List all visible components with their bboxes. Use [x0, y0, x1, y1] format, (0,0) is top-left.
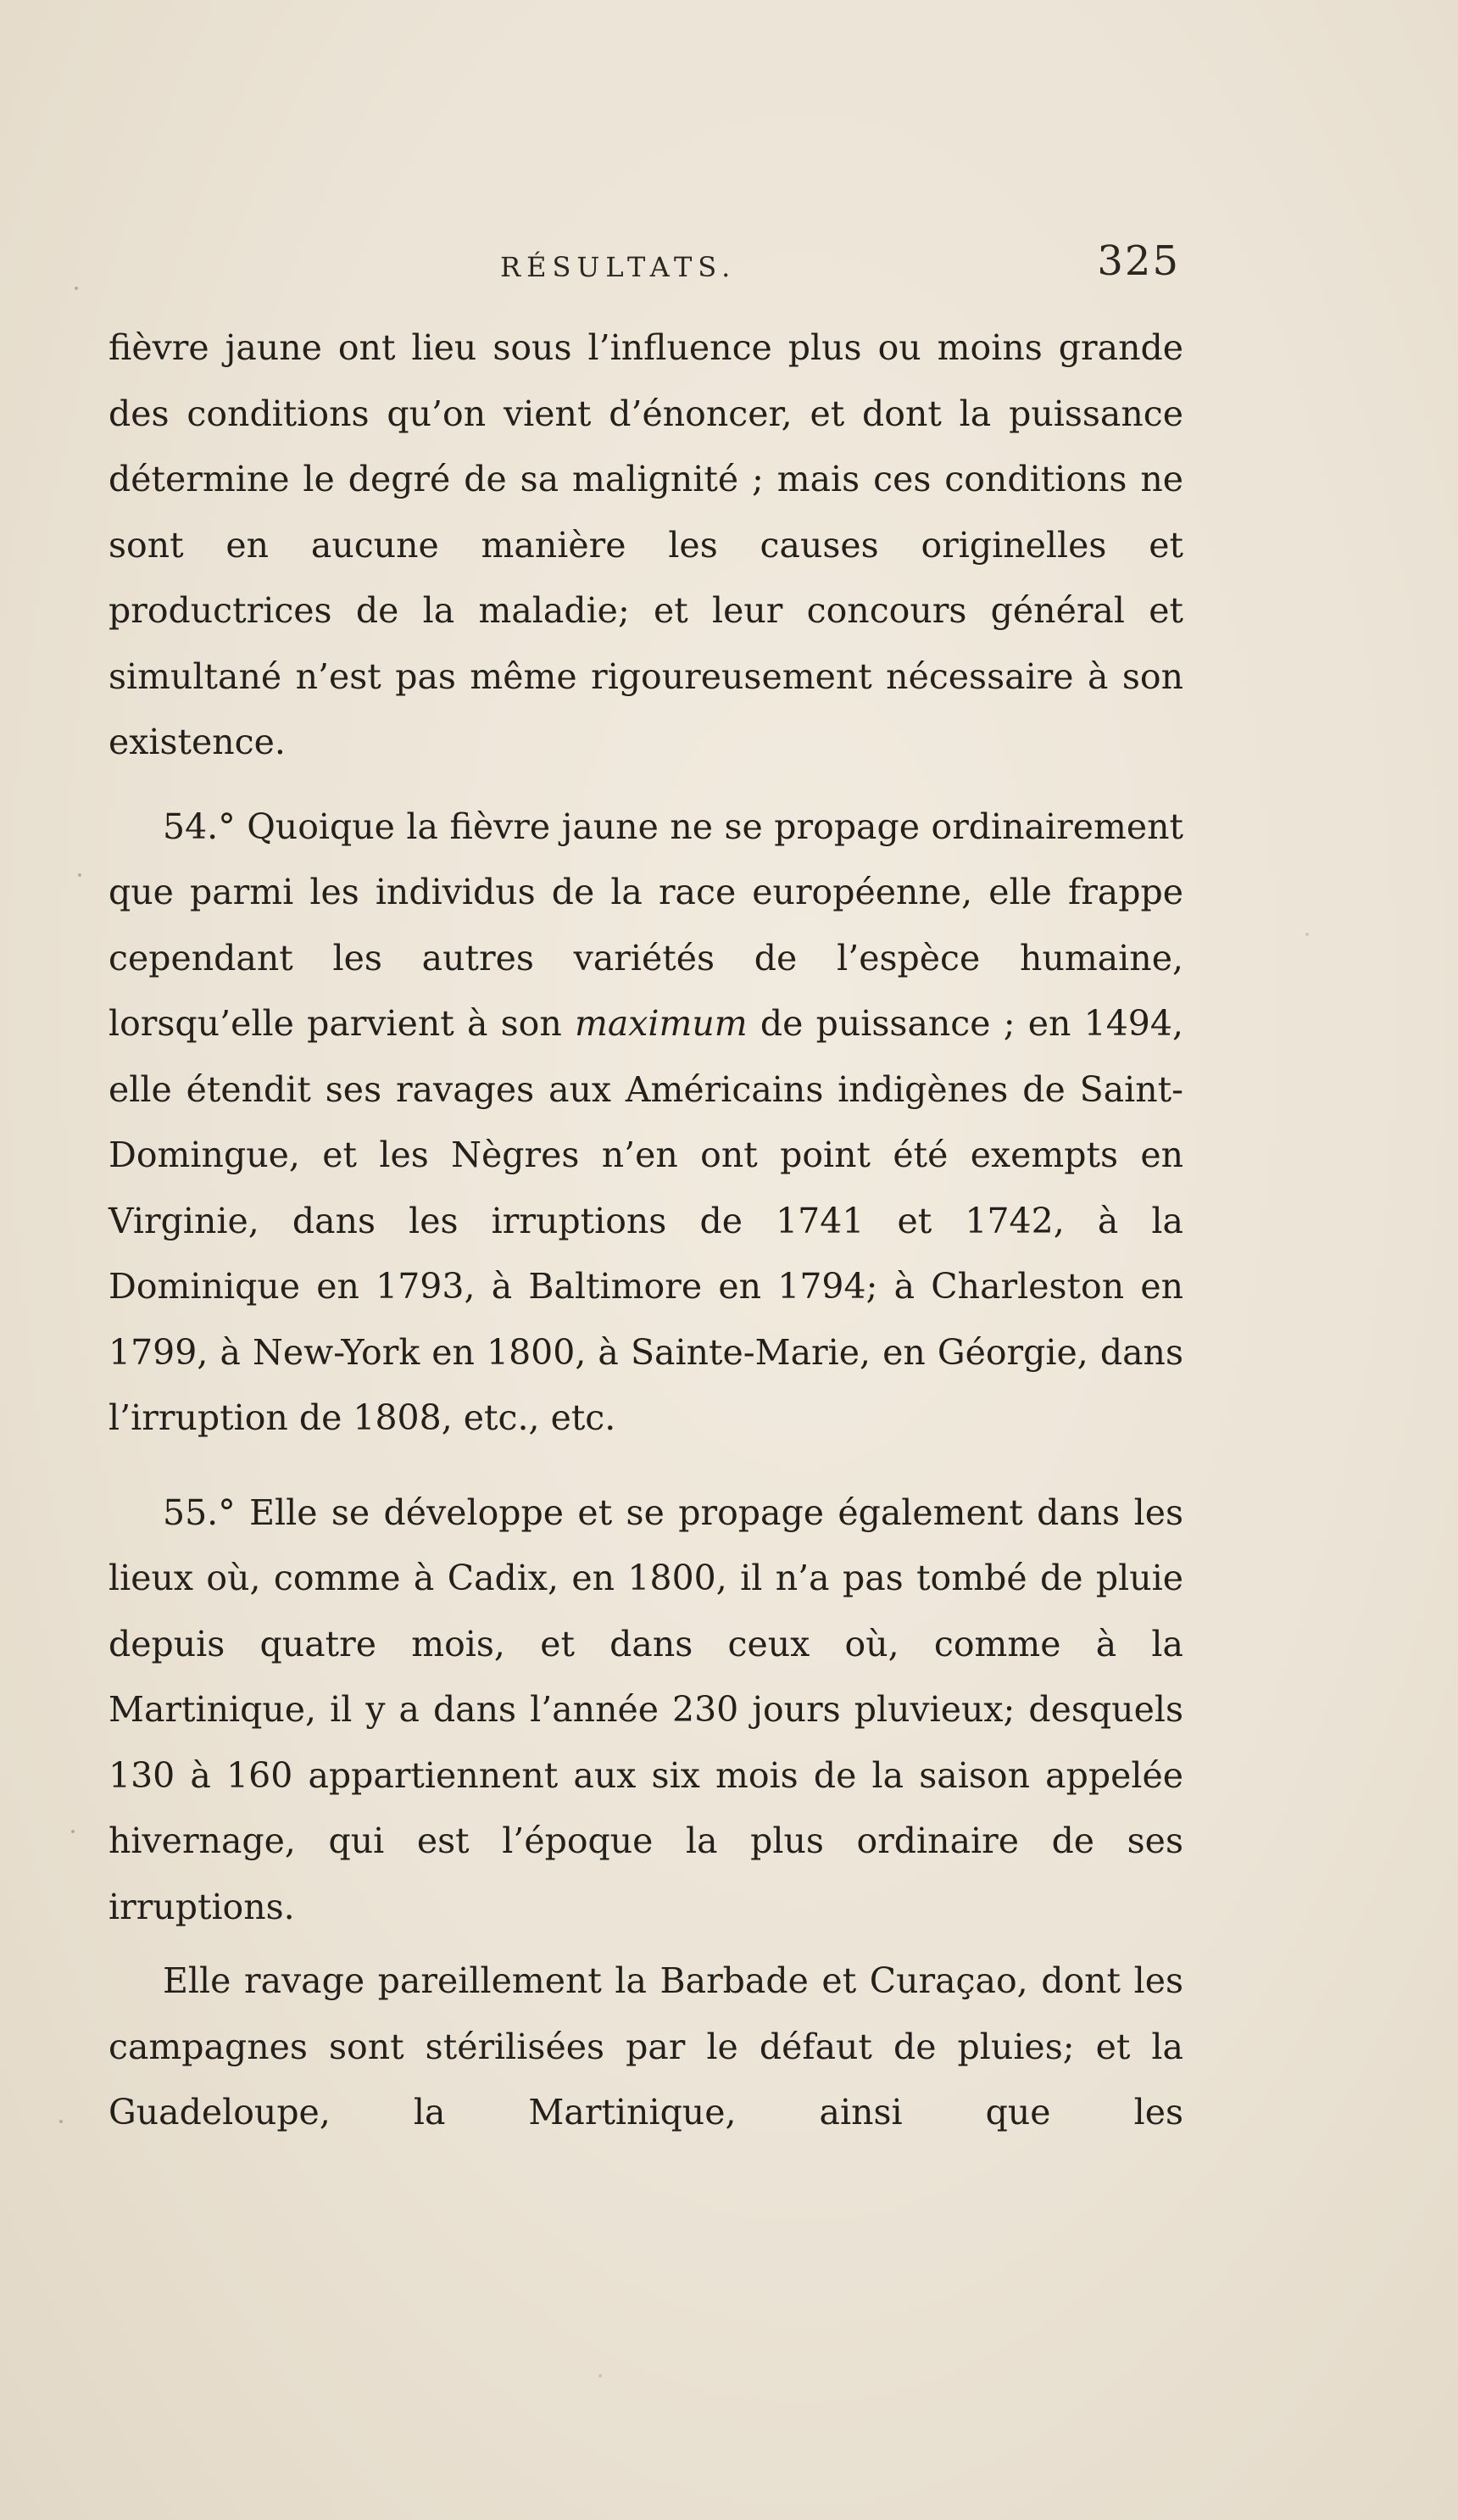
- page-number: 325: [1097, 237, 1180, 285]
- paragraph-text: Elle ravage pareillement la Barbade et Curaçao, dont les campagnes sont stérilisées par le défaut de pluies; et la Guadeloupe, la Martinique, ainsi que les: [109, 1960, 1183, 2133]
- paper-speck: [1305, 933, 1309, 936]
- paragraph-next: [109, 1949, 1183, 2146]
- paper-speck: [598, 2374, 602, 2378]
- paper-speck: [75, 287, 78, 290]
- paragraph-continuation: [109, 315, 1183, 776]
- body-text: [109, 315, 1183, 2146]
- paragraph-text: fièvre jaune ont lieu sous l’influence plus ou moins grande des conditions qu’on vient d’énoncer, et dont la puissance détermine le degré de sa malignité ; mais ces conditions ne sont en aucune manière les causes originelles et productrices de la maladie; et leur concours général et simultané n’est pas même rigoureusement nécessaire à son existence.: [109, 327, 1183, 762]
- paper-speck: [71, 1830, 75, 1833]
- page-header: [110, 231, 1180, 307]
- paragraph-55: [109, 1480, 1183, 1941]
- paper-speck: [78, 873, 81, 877]
- paper-speck: [59, 2120, 63, 2123]
- paragraph-text-before: 54.° Quoique la fièvre jaune ne se propage ordinairement que parmi les individus de la race européenne, elle frappe cependant les autres variétés de l’espèce humaine, lorsqu’elle parvient à son: [109, 806, 1183, 1044]
- italic-term: maximum: [574, 1003, 748, 1044]
- paragraph-text-after: de puissance ; en 1494, elle étendit ses ravages aux Américains indigènes de Saint-Domingue, et les Nègres n’en ont point été exempts en Virginie, dans les irruptions de 1741 et 1742, à la Dominique en 1793, à Baltimore en 1794; à Charleston en 1799, à New-York en 1800, à Sainte-Marie, en Géorgie, dans l’irruption de 1808, etc., etc.: [109, 1003, 1183, 1438]
- paragraph-54: [109, 794, 1183, 1452]
- paragraph-text: 55.° Elle se développe et se propage également dans les lieux où, comme à Cadix, en 1800, il n’a pas tombé de pluie depuis quatre mois, et dans ceux où, comme à la Martinique, il y a dans l’année 230 jours pluvieux; desquels 130 à 160 appartiennent aux six mois de la saison appelée hivernage, qui est l’époque la plus ordinaire de ses irruptions.: [109, 1491, 1183, 1927]
- running-head: RÉSULTATS.: [500, 251, 737, 283]
